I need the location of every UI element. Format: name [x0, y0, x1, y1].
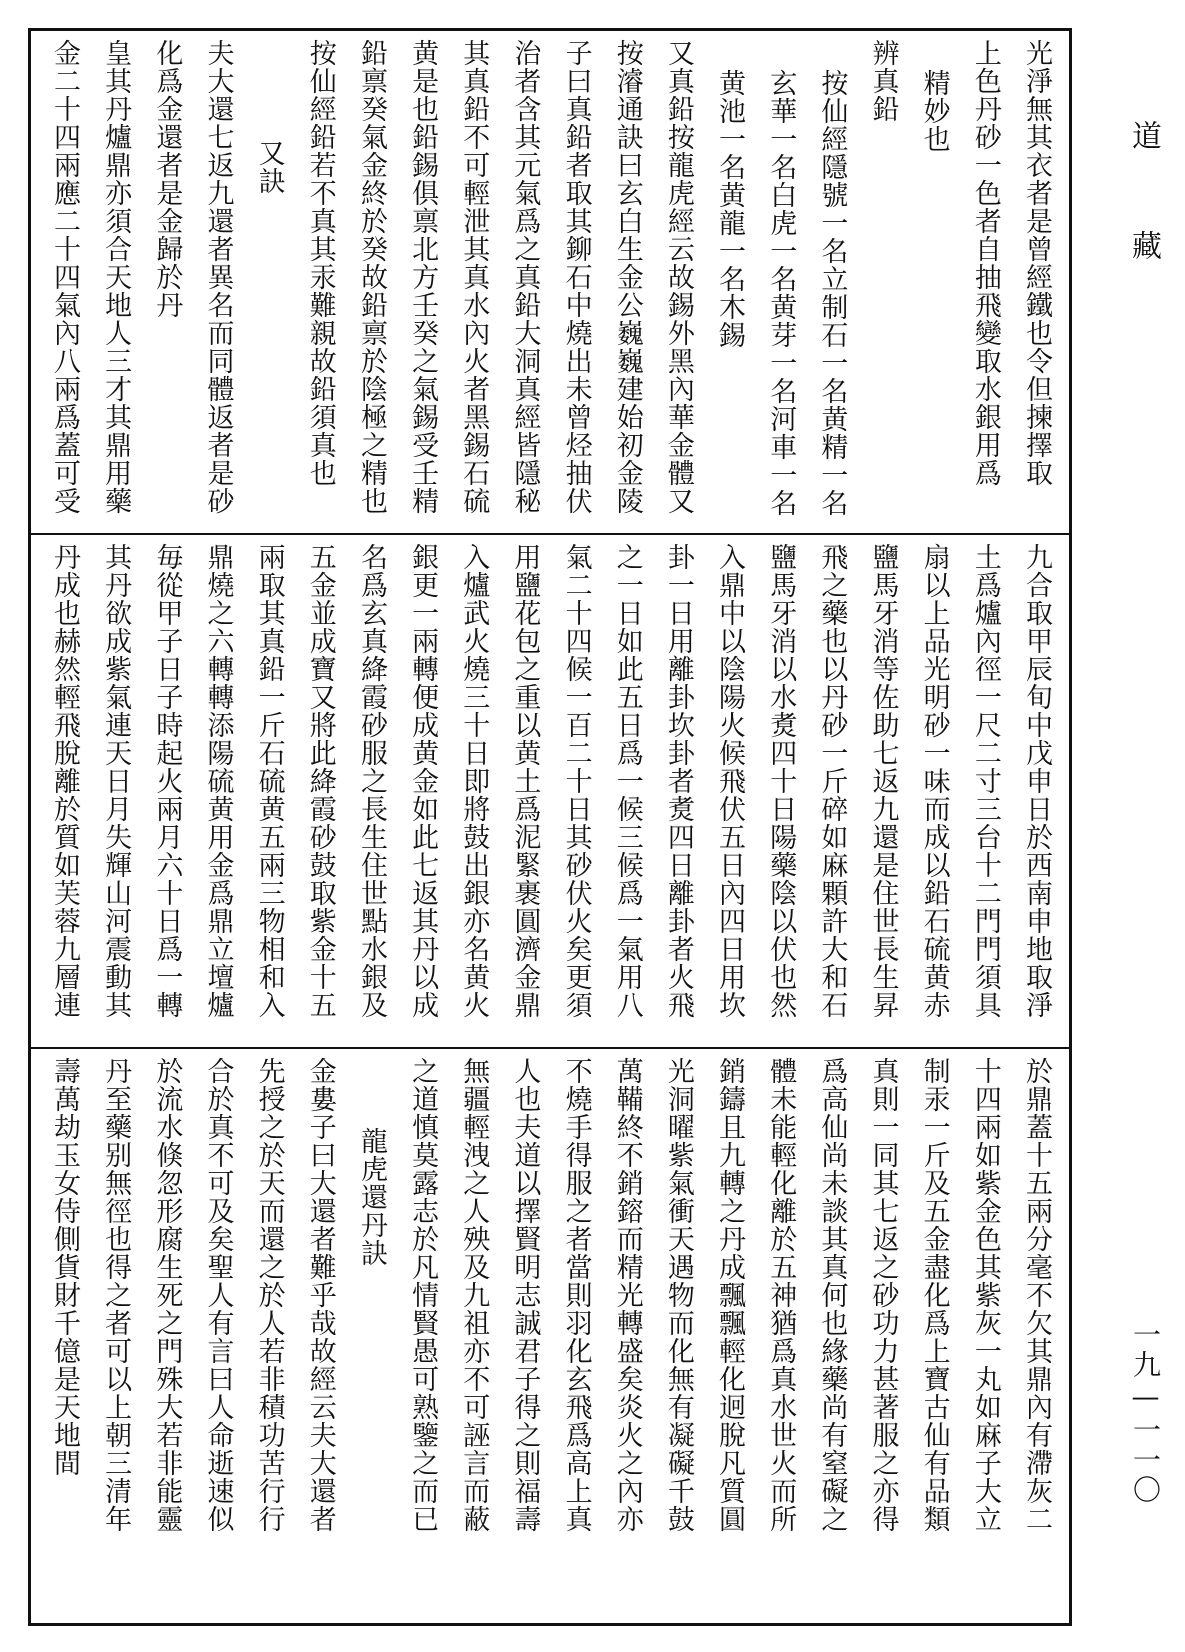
text-column: 其丹欲成紫氣連天日月失輝山河震動其	[100, 543, 132, 1019]
text-column: 於流水倏忽形腐生死之門殊大若非能靈	[151, 1057, 183, 1533]
text-column: 按仙經鉛若不真其汞難親故鉛須真也	[304, 39, 336, 487]
text-column: 又真鉛按龍虎經云故錫外黑內華金體又	[662, 39, 694, 515]
text-column: 黄池一名黄龍一名木錫	[714, 69, 746, 349]
text-column: 名爲玄真絳霞砂服之長生住世點水銀及	[355, 543, 387, 1019]
text-column: 氣二十四候一百二十日其砂伏火矣更須	[560, 543, 592, 1019]
column-group	[45, 1057, 1055, 1615]
text-column: 鹽馬牙消等佐助七返九還是住世長生昇	[867, 543, 899, 1019]
column-group	[45, 543, 1055, 1039]
text-column: 丹成也赫然輕飛脫離於質如芙蓉九層連	[49, 543, 80, 1019]
text-column: 五金並成寶又將此絳霞砂鼓取紫金十五	[304, 543, 336, 1019]
text-column: 制汞一斤及五金盡化爲上寶古仙有品類	[918, 1057, 950, 1533]
page-number: 一九—一一〇	[1129, 1320, 1162, 1505]
text-column: 金二十四兩應二十四氣內八兩爲蓋可受	[49, 39, 80, 515]
text-panel-middle	[31, 533, 1069, 1047]
text-column: 光洞曜紫氣衝天遇物而化無有凝礙千鼓	[662, 1057, 694, 1533]
text-column: 子曰真鉛者取其鉚石中燒出未曾烃抽伏	[560, 39, 592, 515]
text-column: 皇其丹爐鼎亦須合天地人三才其鼎用藥	[100, 39, 132, 515]
section-heading: 辨真鉛	[867, 39, 899, 123]
text-column: 鹽馬牙消以水煑四十日陽藥陰以伏也然	[765, 543, 797, 1019]
text-column: 毎從甲子日子時起火兩月六十日爲一轉	[151, 543, 183, 1019]
text-panel-upper	[31, 31, 1069, 533]
text-column: 鉛禀癸氣金終於癸故鉛禀於陰極之精也	[355, 39, 387, 515]
text-column: 爲高仙尚未談其真何也緣藥尚有窒礙之	[816, 1057, 848, 1533]
text-column: 體未能輕化離於五神猶爲真水世火而所	[765, 1057, 797, 1533]
text-column: 光淨無其衣者是曾經鐵也令但揀擇取	[1020, 39, 1052, 487]
text-column: 丹至藥别無徑也得之者可以上朝三清年	[100, 1057, 132, 1533]
text-column: 九合取甲辰旬中戊申日於西南申地取淨	[1020, 543, 1052, 1019]
text-panel-lower	[31, 1047, 1069, 1623]
section-heading: 又訣	[253, 139, 285, 195]
text-column: 飛之藥也以丹砂一斤碎如麻顆許大和石	[816, 543, 848, 1019]
text-column: 黄是也鉛錫俱禀北方壬癸之氣錫受壬精	[407, 39, 439, 515]
text-column: 先授之於天而還之於人若非積功苦行行	[253, 1057, 285, 1533]
text-column: 精妙也	[918, 69, 950, 153]
text-column: 萬鞴終不銷鎔而精光轉盛矣炎火之內亦	[611, 1057, 643, 1533]
section-heading: 龍虎還丹訣	[355, 1127, 387, 1267]
text-column: 卦一日用離卦坎卦者煑四日離卦者火飛	[662, 543, 694, 1019]
column-group	[45, 39, 1055, 525]
text-column: 之道慎莫露志於凡情賢愚可熟鑒之而已	[407, 1057, 439, 1533]
text-column: 合於真不可及矣聖人有言曰人命逝速似	[202, 1057, 234, 1533]
text-column: 銀更一兩轉便成黄金如此七返其丹以成	[407, 543, 439, 1019]
text-column: 於鼎蓋十五兩分毫不欠其鼎內有滯灰二	[1020, 1057, 1052, 1533]
margin-title-dao: 道	[1126, 120, 1161, 154]
margin-title-zang: 藏	[1126, 230, 1161, 264]
text-column: 其真鉛不可輕泄其真水內火者黑錫石硫	[458, 39, 490, 515]
text-column: 十四兩如紫金色其紫灰一丸如麻子大立	[969, 1057, 1001, 1533]
page-frame	[28, 28, 1072, 1626]
text-column: 入鼎中以陰陽火候飛伏五日內四日用坎	[714, 543, 746, 1019]
text-column: 按濬通訣曰玄白生金公巍巍建始初金陵	[611, 39, 643, 515]
text-column: 土爲爐內徑一尺二寸三台十二門門須具	[969, 543, 1001, 1019]
text-column: 金婁子曰大還者難乎哉故經云夫大還者	[304, 1057, 336, 1533]
text-column: 鼎燒之六轉轉添陽硫黄用金爲鼎立壇爐	[202, 543, 234, 1019]
text-column: 用鹽花包之重以黄土爲泥緊裹圓濟金鼎	[509, 543, 541, 1019]
text-column: 銷鑄且九轉之丹成飄飄輕化迥脫凡質圓	[714, 1057, 746, 1533]
text-column: 按仙經隱號一名立制石一名黄精一名	[816, 69, 848, 517]
text-column: 人也夫道以擇賢明志誠君子得之則福壽	[509, 1057, 541, 1533]
text-column: 真則一同其七返之砂功力甚著服之亦得	[867, 1057, 899, 1533]
text-column: 化爲金還者是金歸於丹	[151, 39, 183, 319]
text-column: 夫大還七返九還者異名而同體返者是砂	[202, 39, 234, 515]
text-column: 兩取其真鉛一斤石硫黄五兩三物相和入	[253, 543, 285, 1019]
text-column: 玄華一名白虎一名黄芽一名河車一名	[765, 69, 797, 517]
text-column: 扇以上品光明砂一味而成以鉛石硫黄赤	[918, 543, 950, 1019]
text-column: 上色丹砂一色者自抽飛變取水銀用爲	[969, 39, 1001, 487]
text-column: 無疆輕洩之人殃及九祖亦不可誣言而蔽	[458, 1057, 490, 1533]
text-column: 入爐武火燒三十日即將鼓出銀亦名黄火	[458, 543, 490, 1019]
text-column: 之一日如此五日爲一候三候爲一氣用八	[611, 543, 643, 1019]
text-column: 不燒手得服之者當則羽化玄飛爲高上真	[560, 1057, 592, 1533]
text-column: 治者含其元氣爲之真鉛大洞真經皆隱秘	[509, 39, 541, 515]
text-column: 壽萬劫玉女侍側貨財千億是天地間	[49, 1057, 80, 1477]
